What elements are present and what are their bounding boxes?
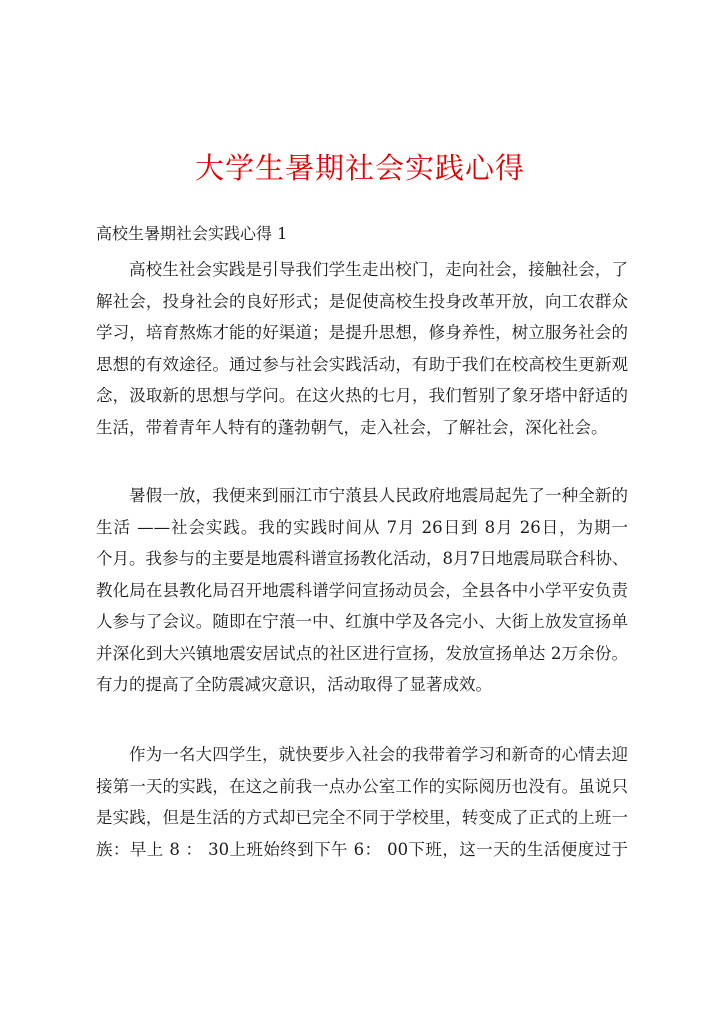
- paragraph-line: 思想的有效途径。通过参与社会实践活动，有助于我们在校高校生更新观: [96, 354, 628, 374]
- paragraph-line: 族：早上 8 ： 30上班始终到下午 6： 00下班，这一天的生活便度过于: [96, 839, 628, 859]
- paragraph-line: 学习，培育熬炼才能的好渠道；是提升思想，修身养性，树立服务社会的: [96, 323, 628, 342]
- paragraph-2: [96, 480, 628, 701]
- paragraph-line: 是实践，但是生活的方式却已完全不同于学校里，转变成了正式的上班一: [96, 808, 628, 827]
- paragraph-line: 生活 ——社会实践。我的实践时间从 7月 26日到 8月 26日，为期一: [96, 517, 628, 537]
- paragraph-line: 接第一天的实践，在这之前我一点办公室工作的实际阅历也没有。虽说只: [96, 776, 628, 796]
- document-title: 大学生暑期社会实践心得: [194, 151, 525, 185]
- paragraph-3: [96, 739, 628, 865]
- section-subtitle: 高校生暑期社会实践心得 1: [96, 224, 288, 243]
- paragraph-line: 作为一名大四学生，就快要步入社会的我带着学习和新奇的心情去迎: [129, 745, 628, 764]
- paragraph-line: 解社会，投身社会的良好形式；是促使高校生投身改革开放，向工农群众: [96, 291, 628, 311]
- paragraph-line: 高校生社会实践是引导我们学生走出校门，走向社会，接触社会，了: [129, 260, 628, 279]
- paragraph-line: 有力的提高了全防震减灾意识，活动取得了显著成效。: [96, 675, 492, 694]
- paragraph-line: 暑假一放，我便来到丽江市宁蒗县人民政府地震局起先了一种全新的: [129, 486, 628, 505]
- paragraph-line: 并深化到大兴镇地震安居试点的社区进行宣扬，发放宣扬单达 2万余份。: [96, 643, 628, 663]
- paragraph-line: 生活，带着青年人特有的蓬勃朝气，走入社会，了解社会，深化社会。: [96, 417, 608, 437]
- paragraph-line: 人参与了会议。随即在宁蒗一中、红旗中学及各完小、大街上放发宣扬单: [96, 612, 628, 631]
- paragraph-line: 个月。我参与的主要是地震科谱宣扬教化活动，8月7日地震局联合科协、: [96, 549, 629, 568]
- paragraph-1: [96, 254, 628, 443]
- paragraph-line: 念，汲取新的思想与学问。在这火热的七月，我们暂别了象牙塔中舒适的: [96, 386, 628, 405]
- paragraph-line: 教化局在县教化局召开地震科谱学问宣扬动员会，全县各中小学平安负责: [96, 580, 628, 600]
